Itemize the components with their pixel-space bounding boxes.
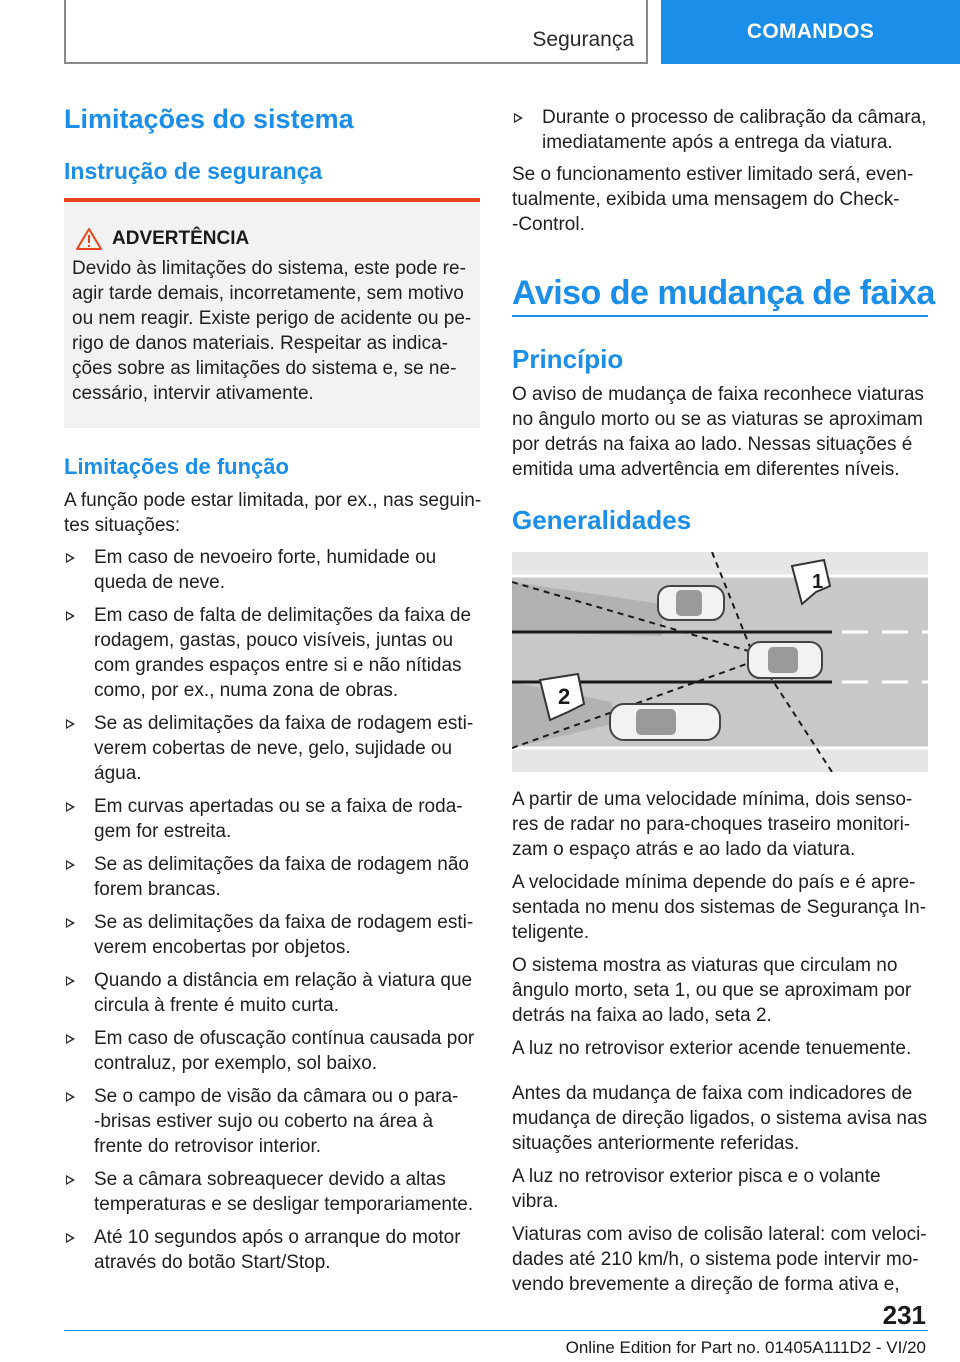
bullet-triangle-icon (66, 918, 75, 928)
car-icon (610, 704, 720, 740)
bullet-triangle-icon (66, 802, 75, 812)
bullet-triangle-icon (66, 860, 75, 870)
car-icon (658, 586, 724, 620)
header-frame (64, 0, 648, 64)
paragraph: A partir de uma velocidade mínima, dois senso- res de radar no para-choques traseiro monitori- zam o espaço atrás e ao lado da viatura. (512, 789, 913, 860)
calibration-list (512, 105, 932, 155)
warning-box (64, 198, 480, 428)
bullet-triangle-icon (66, 1175, 75, 1185)
warning-title-row (76, 228, 472, 250)
warning-text: Devido às limitações do sistema, este pode re- agir tarde demais, incorretamente, sem motivo ou nem reagir. Existe perigo de acidente ou pe- rigo de danos materiais. Respeitar as indica- ções sobre as limitações do sistema e, se ne- cessário, intervir ativamente. (72, 258, 472, 404)
paragraph: Viaturas com aviso de colisão lateral: com veloci- dades até 210 km/h, o sistema pode intervir mo- vendo brevemente a direção de forma ativa e, (512, 1224, 927, 1295)
bullet-triangle-icon (66, 719, 75, 729)
list-item: Durante o processo de calibração da câmara, imediatamente após a entrega da viatura. (512, 105, 932, 155)
bullet-triangle-icon (66, 553, 75, 563)
paragraph: O sistema mostra as viaturas que circulam no ângulo morto, seta 1, ou que se aproximam por detrás na faixa ao lado, seta 2. (512, 955, 912, 1026)
paragraph: A luz no retrovisor exterior pisca e o volante vibra. (512, 1166, 881, 1212)
section-title: Segurança (532, 28, 634, 51)
principle-text: O aviso de mudança de faixa reconhece viaturas no ângulo morto ou se as viaturas se aproximam por detrás na faixa ao lado. Nessas situações é emitida uma advertência em diferentes níveis. (512, 384, 924, 480)
paragraph: Antes da mudança de faixa com indicadores de mudança de direção ligados, o sistema avisa nas situações anteriormente referidas. (512, 1083, 928, 1154)
car-icon (748, 642, 822, 678)
bullet-triangle-icon (514, 113, 523, 123)
list-item: Se as delimitações da faixa de rodagem não forem brancas. (64, 852, 484, 902)
heading-general: Generalidades (512, 505, 692, 535)
list-item: Em caso de falta de delimitações da faixa de rodagem, gastas, pouco visíveis, juntas ou com grandes espaços entre si e não nítidas como, por ex., numa zona de obras. (64, 603, 484, 703)
list-item: Se as delimitações da faixa de rodagem esti- verem encobertas por objetos. (64, 910, 484, 960)
heading-system-limits: Limitações do sistema (64, 104, 354, 134)
paragraph: A velocidade mínima depende do país e é apre- sentada no menu dos sistemas de Segurança In- teligente. (512, 872, 927, 943)
list-item: Se a câmara sobreaquecer devido a altas temperaturas e se desligar temporariamente. (64, 1167, 484, 1217)
list-item: Em caso de nevoeiro forte, humidade ou queda de neve. (64, 545, 484, 595)
bullet-triangle-icon (66, 611, 75, 621)
function-limits-list (64, 545, 484, 1275)
bullet-triangle-icon (66, 1092, 75, 1102)
paragraph: A luz no retrovisor exterior acende tenuemente. (512, 1038, 912, 1059)
bullet-triangle-icon (66, 1233, 75, 1243)
function-limits-intro: A função pode estar limitada, por ex., nas seguin- tes situações: (64, 490, 482, 536)
list-item: Em caso de ofuscação contínua causada por contraluz, por exemplo, sol baixo. (64, 1026, 484, 1076)
list-item: Quando a distância em relação à viatura que circula à frente é muito curta. (64, 968, 484, 1018)
heading-underline (512, 315, 928, 317)
arrow-1-label: 1 (812, 571, 824, 593)
footer-edition: Online Edition for Part no. 01405A111D2 - VI/20 (565, 1338, 926, 1357)
warning-triangle-icon (76, 228, 102, 250)
chapter-tab[interactable]: COMANDOS (661, 0, 960, 64)
bullet-triangle-icon (66, 976, 75, 986)
heading-function-limits: Limitações de função (64, 454, 289, 479)
arrow-2-label: 2 (558, 684, 571, 709)
list-item: Até 10 segundos após o arranque do motor através do botão Start/Stop. (64, 1225, 484, 1275)
warning-title: ADVERTÊNCIA (112, 228, 250, 249)
heading-lane-change-warning: Aviso de mudança de faixa (512, 274, 935, 312)
general-text (512, 787, 932, 1297)
footer-rule (64, 1330, 928, 1331)
heading-safety-instruction: Instrução de segurança (64, 158, 323, 184)
check-control-para: Se o funcionamento estiver limitado será, even- tualmente, exibida uma mensagem do Check- -Control. (512, 164, 914, 235)
bullet-triangle-icon (66, 1034, 75, 1044)
list-item: Em curvas apertadas ou se a faixa de roda- gem for estreita. (64, 794, 484, 844)
page-number: 231 (882, 1300, 926, 1330)
heading-principle: Princípio (512, 344, 624, 374)
lane-change-illustration (512, 552, 928, 772)
list-item: Se o campo de visão da câmara ou o para- -brisas estiver sujo ou coberto na área à frente do retrovisor interior. (64, 1084, 484, 1159)
list-item: Se as delimitações da faixa de rodagem esti- verem cobertas de neve, gelo, sujidade ou água. (64, 711, 484, 786)
